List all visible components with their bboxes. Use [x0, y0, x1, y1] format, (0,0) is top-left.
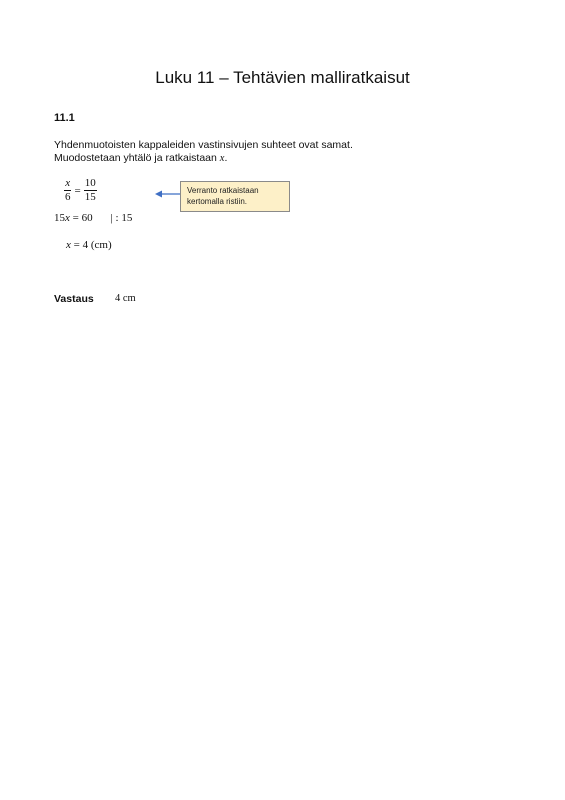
answer-value: 4 cm — [115, 293, 136, 304]
intro-line-2-text: Muodostetaan yhtälö ja ratkaistaan — [54, 152, 220, 164]
intro-variable: x — [219, 153, 225, 164]
exercise-intro — [54, 139, 353, 165]
answer-label: Vastaus — [54, 293, 94, 305]
proportion-equation — [64, 177, 97, 204]
intro-line-1: Yhdenmuotoisten kappaleiden vastinsivujen suhteet ovat samat. — [54, 139, 353, 151]
left-denominator: 6 — [65, 191, 71, 203]
variable: x — [65, 212, 70, 224]
equals-sign: = — [74, 184, 81, 197]
left-numerator: x — [65, 177, 71, 189]
right-fraction — [84, 177, 97, 204]
exercise-number: 11.1 — [54, 112, 75, 124]
hint-line-2: kertomalla ristiin. — [187, 197, 248, 206]
intro-line-2-end: . — [224, 152, 228, 164]
cross-multiplied-equation — [54, 212, 132, 224]
right-denominator: 15 — [84, 191, 96, 203]
hint-line-1: Verranto ratkaistaan — [187, 186, 259, 195]
left-fraction — [64, 177, 72, 204]
arrow-icon — [154, 189, 182, 199]
variable: x — [66, 239, 71, 251]
division-step: | : 15 — [110, 212, 133, 224]
intro-line-2 — [54, 152, 353, 165]
hint-callout — [180, 181, 290, 212]
solution-rest: = 4 (cm) — [70, 239, 112, 251]
coefficient: 15 — [54, 212, 65, 224]
solution-equation — [66, 239, 112, 251]
page-title: Luku 11 – Tehtävien malliratkaisut — [155, 68, 410, 87]
right-numerator: 10 — [84, 177, 96, 189]
equation-rest: = 60 — [69, 212, 93, 224]
